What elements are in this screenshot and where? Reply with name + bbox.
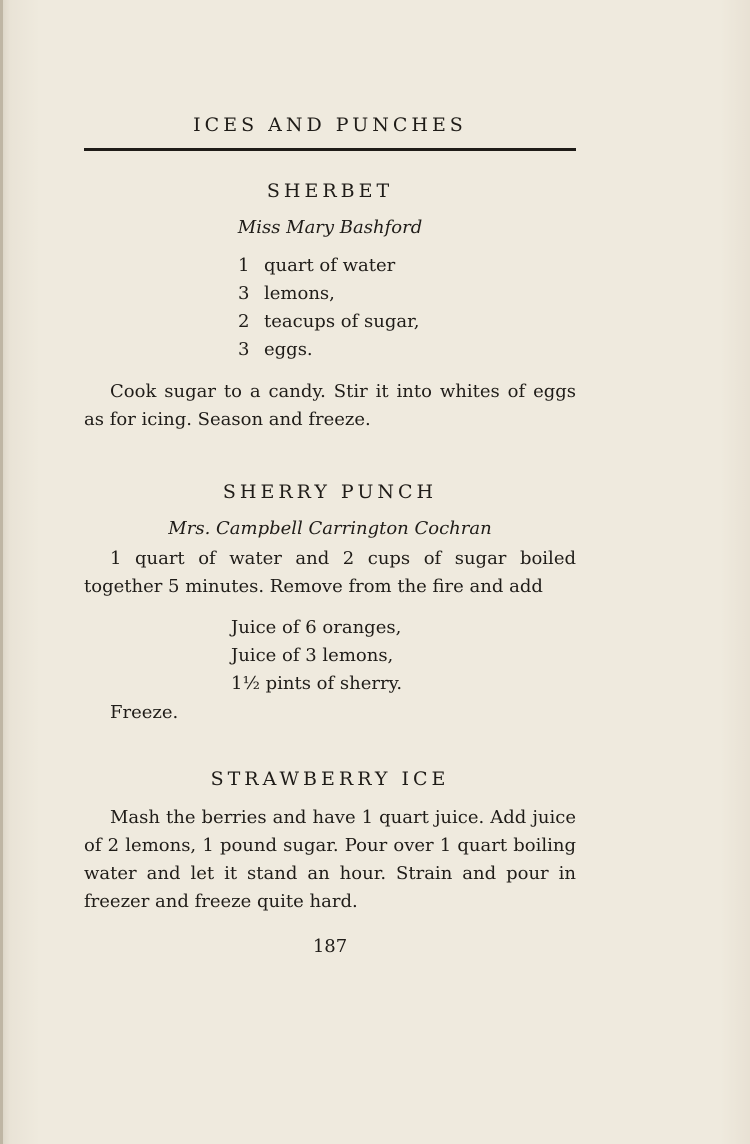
sherry-punch-intro: 1 quart of water and 2 cups of sugar boiled together 5 minutes. Remove from the fire and add: [84, 548, 576, 597]
ingredient-text: lemons,: [264, 283, 335, 304]
sherry-punch-ingredient: 1½ pints of sherry.: [231, 673, 403, 694]
sherry-punch-title: SHERRY PUNCH: [222, 481, 438, 503]
sherbet-author: Miss Mary Bashford: [237, 217, 423, 238]
strawberry-ice-title: STRAWBERRY ICE: [210, 768, 450, 790]
sherry-punch-closing: Freeze.: [110, 702, 179, 723]
header-rule: [84, 148, 576, 151]
ingredient-quantity: 3: [238, 339, 250, 360]
page-gutter: [0, 0, 3, 1144]
sherbet-ingredient: [238, 255, 395, 276]
sherbet-ingredient: [238, 311, 419, 332]
ingredient-quantity: 2: [238, 311, 250, 332]
ingredient-text: eggs.: [264, 339, 313, 360]
sherry-punch-author: Mrs. Campbell Carrington Cochran: [168, 518, 492, 539]
sherbet-title: SHERBET: [266, 180, 394, 202]
ingredient-quantity: 3: [238, 283, 250, 304]
ingredient-quantity: 1: [238, 255, 250, 276]
sherbet-ingredient: [238, 339, 313, 360]
ingredient-text: quart of water: [264, 255, 396, 276]
page-number: 187: [312, 936, 348, 957]
sherry-punch-ingredient: Juice of 6 oranges,: [231, 617, 402, 638]
sherry-punch-ingredient: Juice of 3 lemons,: [231, 645, 394, 666]
ingredient-text: teacups of sugar,: [264, 311, 420, 332]
sherbet-directions: Cook sugar to a candy. Stir it into whites of eggs as for icing. Season and freeze.: [84, 381, 576, 430]
running-head: ICES AND PUNCHES: [193, 114, 467, 136]
sherbet-ingredient: [238, 283, 335, 304]
strawberry-ice-directions: Mash the berries and have 1 quart juice. Add juice of 2 lemons, 1 pound sugar. Pour over 1 quart boiling water and let it stand an hour. Strain and pour in freezer and freeze quite hard.: [84, 807, 576, 912]
